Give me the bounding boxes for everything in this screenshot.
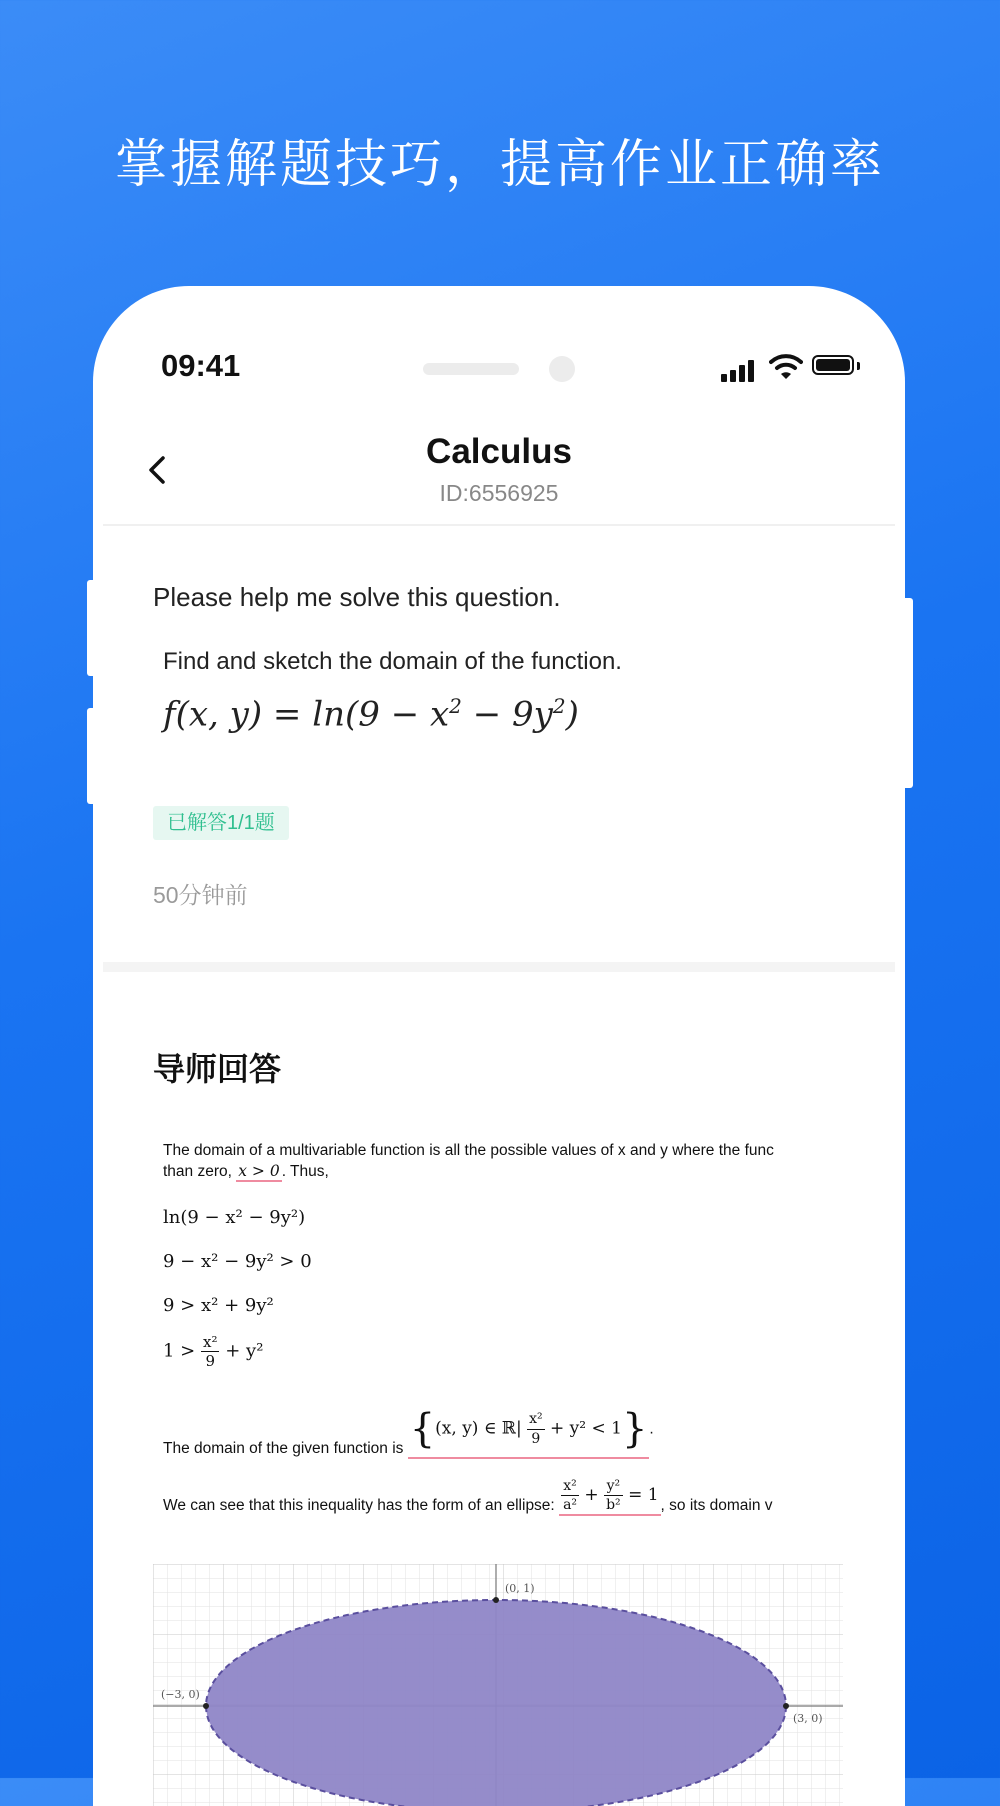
point-left (203, 1703, 209, 1709)
question-id: ID:6556925 (439, 480, 559, 506)
wifi-icon (769, 352, 803, 380)
phone-screen (93, 286, 905, 1806)
equation-2: 9 − x² − 9y² > 0 (163, 1251, 312, 1272)
page-title: Calculus (426, 432, 572, 471)
section-divider (103, 962, 895, 972)
question-image-formula: f(x, $y) = \ln(9 - x^2 - 9y^2)$ (163, 694, 579, 735)
status-badge: 已解答1/1题 (153, 806, 289, 840)
point-right (783, 1703, 789, 1709)
question-image-text: Find and sketch the domain of the function. (163, 648, 622, 675)
signal-icon (721, 358, 761, 382)
question-text: Please help me solve this question. (153, 582, 561, 612)
answer-paragraph-2: The domain of the given function is {(x, y) ∈ ℝ| $\frac{\text{x²}}{9}$ + y² < 1} . (163, 1403, 654, 1459)
status-time: 09:41 (161, 348, 241, 383)
question-image[interactable] (153, 648, 853, 758)
label-top-point: (0, 1) (505, 1582, 535, 1595)
equation-1: ln(9 − x² − 9y²) (163, 1207, 306, 1228)
notch-speaker (423, 363, 519, 375)
answer-section-title: 导师回答 (153, 1051, 282, 1087)
battery-icon (812, 355, 854, 375)
domain-ellipse (206, 1600, 786, 1806)
point-top (493, 1597, 499, 1603)
battery-cap (857, 362, 860, 370)
label-right-point: (3, 0) (793, 1712, 823, 1725)
equation-3: 9 > x² + 9y² (163, 1295, 274, 1316)
headline: 掌握解题技巧，提高作业正确率 (114, 135, 885, 195)
notch-camera (549, 356, 575, 382)
equation-4: 1 > $\frac{\text{x²}}{9}$ + y² (163, 1333, 264, 1370)
header-divider (103, 524, 895, 526)
answer-paragraph-3: We can see that this inequality has the form of an ellipse: $\frac{\text{x²}}{\text{a²}}$ + $\frac{\text{y²}}{\text{b²}}$ = 1, so its domain v (163, 1477, 773, 1516)
ellipse-graph (153, 1564, 843, 1806)
answer-paragraph-1: The domain of a multivariable function is all the possible values of x and y where the func than zero, x > 0 . Thus, (163, 1142, 774, 1181)
label-left-point: (−3, 0) (161, 1688, 200, 1701)
timestamp: 50分钟前 (153, 882, 248, 908)
